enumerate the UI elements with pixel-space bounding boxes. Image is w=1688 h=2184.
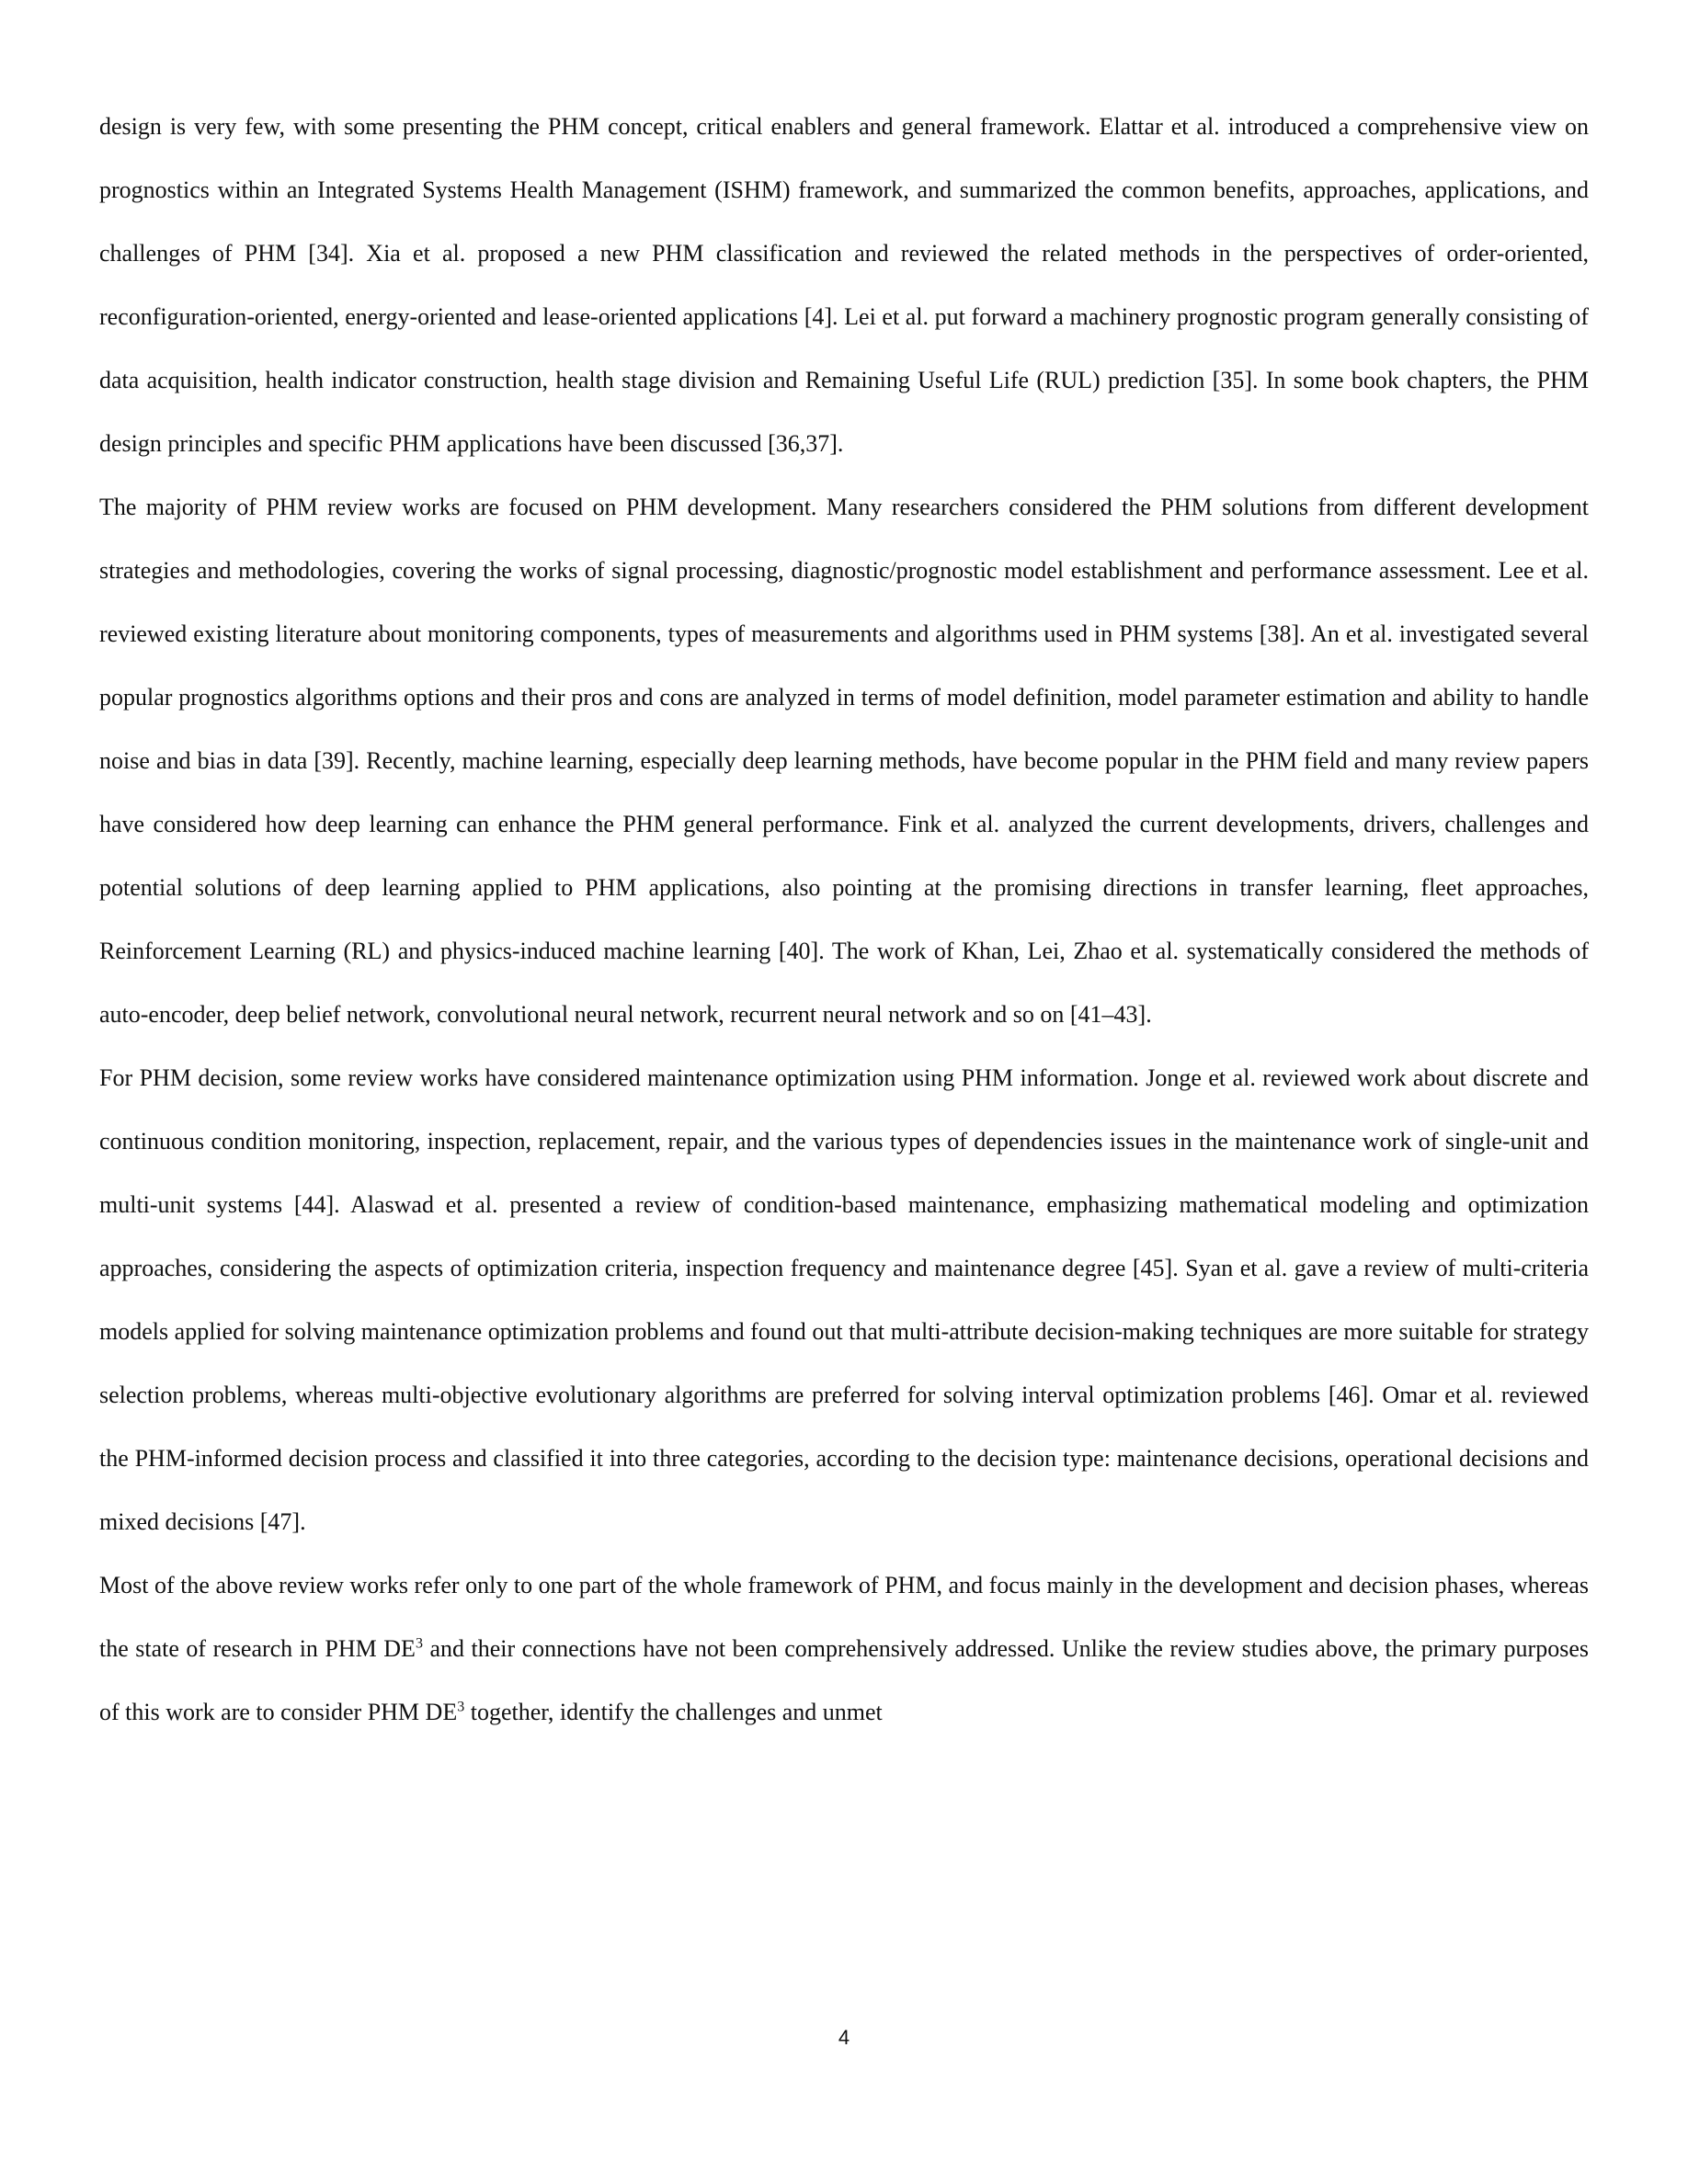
- page-number: 4: [838, 2026, 850, 2049]
- paragraph-phm-development-reviews: The majority of PHM review works are focused on PHM development. Many researchers considered the PHM solutions from different development strategies and methodologies, covering the works of signal processing, diagnostic/prognostic model establishment and performance assessment. Lee et al. reviewed existing literature about monitoring components, types of measurements and algorithms used in PHM systems [38]. An et al. investigated several popular prognostics algorithms options and their pros and cons are analyzed in terms of model definition, model parameter estimation and ability to handle noise and bias in data [39]. Recently, machine learning, especially deep learning methods, have become popular in the PHM field and many review papers have considered how deep learning can enhance the PHM general performance. Fink et al. analyzed the current developments, drivers, challenges and potential solutions of deep learning applied to PHM applications, also pointing at the promising directions in transfer learning, fleet approaches, Reinforcement Learning (RL) and physics-induced machine learning [40]. The work of Khan, Lei, Zhao et al. systematically considered the methods of auto-encoder, deep belief network, convolutional neural network, recurrent neural network and so on [41–43].: [99, 494, 1589, 1028]
- summary-text-part-1: Most of the above review works refer only to one part of the whole framework of PHM, and focus mainly in the development and decision phases, whereas the state of research in PHM DE: [99, 1572, 1589, 1662]
- superscript-3: 3: [457, 1699, 465, 1715]
- page-body: [99, 95, 1589, 1744]
- paragraph-phm-design-reviews: design is very few, with some presenting the PHM concept, critical enablers and general framework. Elattar et al. introduced a comprehensive view on prognostics within an Integrated Systems Health Management (ISHM) framework, and summarized the common benefits, approaches, applications, and challenges of PHM [34]. Xia et al. proposed a new PHM classification and reviewed the related methods in the perspectives of order-oriented, reconfiguration-oriented, energy-oriented and lease-oriented applications [4]. Lei et al. put forward a machinery prognostic program generally consisting of data acquisition, health indicator construction, health stage division and Remaining Useful Life (RUL) prediction [35]. In some book chapters, the PHM design principles and specific PHM applications have been discussed [36,37].: [99, 113, 1589, 457]
- paragraph-review-summary: [99, 1553, 1589, 1744]
- summary-text-part-2: and their connections have not been comprehensively addressed. Unlike the review studies above, the primary purposes of this work are to consider PHM DE: [99, 1635, 1589, 1725]
- superscript-3: 3: [415, 1635, 423, 1652]
- summary-text-part-3: together, identify the challenges and unmet: [464, 1699, 883, 1725]
- paragraph-phm-decision-reviews: For PHM decision, some review works have considered maintenance optimization using PHM information. Jonge et al. reviewed work about discrete and continuous condition monitoring, inspection, replacement, repair, and the various types of dependencies issues in the maintenance work of single-unit and multi-unit systems [44]. Alaswad et al. presented a review of condition-based maintenance, emphasizing mathematical modeling and optimization approaches, considering the aspects of optimization criteria, inspection frequency and maintenance degree [45]. Syan et al. gave a review of multi-criteria models applied for solving maintenance optimization problems and found out that multi-attribute decision-making techniques are more suitable for strategy selection problems, whereas multi-objective evolutionary algorithms are preferred for solving interval optimization problems [46]. Omar et al. reviewed the PHM-informed decision process and classified it into three categories, according to the decision type: maintenance decisions, operational decisions and mixed decisions [47].: [99, 1064, 1589, 1535]
